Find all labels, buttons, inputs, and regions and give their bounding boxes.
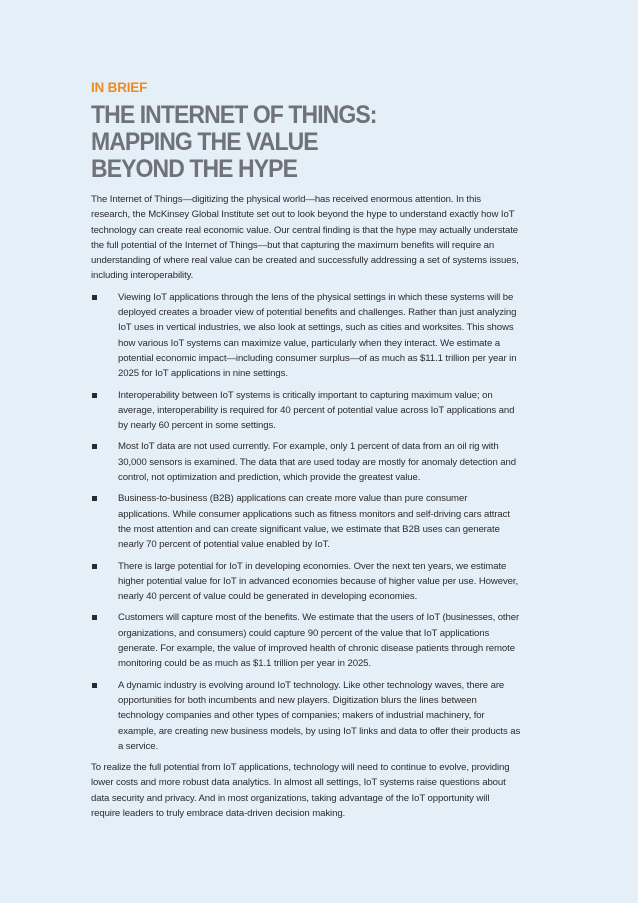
list-item-text: A dynamic industry is evolving around IoT technology. Like other technology waves, there are opportunities for both incumbents and new players. Digitization blurs the lines between technology companies and other types of companies; makers of industrial machinery, for example, are creating new business models, by using IoT links and data to offer their products as a service. <box>118 679 521 752</box>
in-brief-section <box>91 80 521 827</box>
list-item-text: Customers will capture most of the benefits. We estimate that the users of IoT (businesses, other organizations, and consumers) could capture 90 percent of the value that IoT applications generate. For example, the value of improved health of chronic disease patients through remote monitoring could be as much as $1.1 trillion per year in 2025. <box>118 612 520 670</box>
list-item <box>91 491 521 552</box>
list-item <box>91 388 521 434</box>
title-line-3: BEYOND THE HYPE <box>91 155 298 183</box>
intro-paragraph: The Internet of Things—digitizing the physical world—has received enormous attention. In this research, the McKinsey Global Institute set out to look beyond the hype to understand exactly how IoT technology can create real economic value. Our central finding is that the hype may actually understate the full potential of the Internet of Things—but that capturing the maximum benefits will require an understanding of where real value can be created and successfully addressing a set of systems issues, including interoperability. <box>91 194 519 282</box>
list-item <box>91 610 521 671</box>
section-kicker: IN BRIEF <box>91 80 148 95</box>
bullet-square-icon <box>92 295 97 300</box>
list-item-text: Most IoT data are not used currently. For example, only 1 percent of data from an oil rig with 30,000 sensors is examined. The data that are used today are mostly for anomaly detection and control, not optimization and prediction, which provide the greatest value. <box>118 441 516 484</box>
bullet-square-icon <box>92 496 97 501</box>
bullet-square-icon <box>92 615 97 620</box>
title-line-1: THE INTERNET OF THINGS: <box>91 101 377 129</box>
list-item-text: There is large potential for IoT in developing economies. Over the next ten years, we estimate higher potential value for IoT in advanced economies because of higher value per use. However, nearly 40 percent of value could be generated in developing economies. <box>118 560 519 603</box>
page-title <box>91 102 487 183</box>
bullet-square-icon <box>92 393 97 398</box>
key-findings-list <box>91 290 521 754</box>
list-item-text: Business-to-business (B2B) applications can create more value than pure consumer applications. While consumer applications such as fitness monitors and self-driving cars attract the most attention and can create significant value, we estimate that B2B uses can generate nearly 70 percent of potential value enabled by IoT. <box>118 493 510 551</box>
list-item <box>91 559 521 605</box>
list-item <box>91 290 521 382</box>
list-item <box>91 678 521 754</box>
bullet-square-icon <box>92 683 97 688</box>
bullet-square-icon <box>92 444 97 449</box>
conclusion-paragraph: To realize the full potential from IoT applications, technology will need to continue to evolve, providing lower costs and more robust data analytics. In almost all settings, IoT systems raise questions about data security and privacy. And in most organizations, taking advantage of the IoT opportunity will require leaders to truly embrace data-driven decision making. <box>91 762 510 819</box>
bullet-square-icon <box>92 564 97 569</box>
list-item-text: Viewing IoT applications through the lens of the physical settings in which these systems will be deployed creates a broader view of potential benefits and challenges. Rather than just analyzing IoT uses in vertical industries, we also look at settings, such as cities and worksites. This shows how various IoT systems can maximize value, particularly when they interact. We estimate a potential economic impact—including consumer surplus—of as much as $11.1 trillion per year in 2025 for IoT applications in nine settings. <box>118 291 517 380</box>
list-item <box>91 439 521 485</box>
list-item-text: Interoperability between IoT systems is critically important to capturing maximum value; on average, interoperability is required for 40 percent of potential value across IoT applications and by nearly 60 percent in some settings. <box>118 389 515 432</box>
title-line-2: MAPPING THE VALUE <box>91 128 318 156</box>
